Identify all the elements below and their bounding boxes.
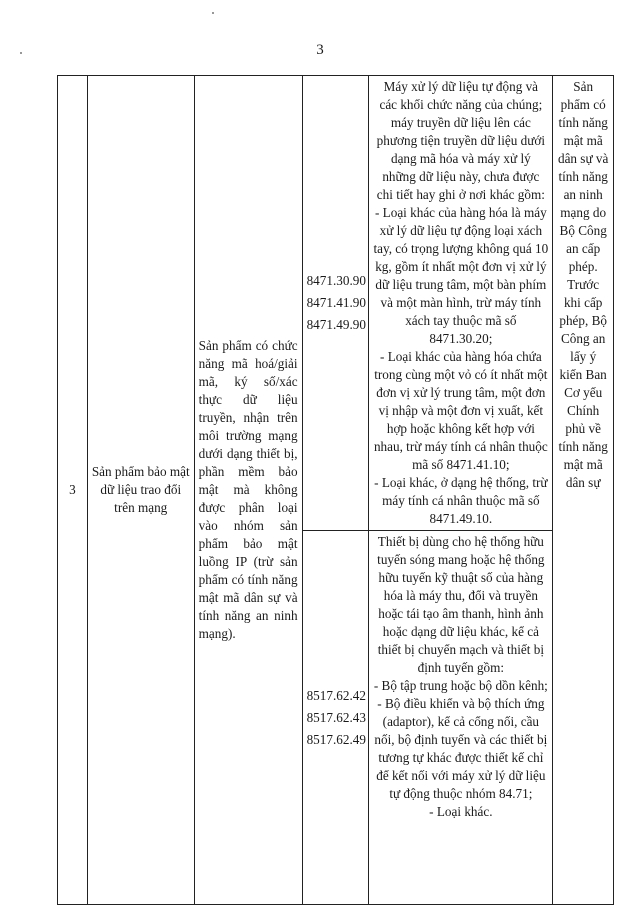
detail-paragraph: - Bộ tập trung hoặc bộ dồn kênh;	[373, 678, 548, 693]
product-name-cell: Sản phẩm bảo mật dữ liệu trao đổi trên mạng	[87, 76, 194, 905]
goods-detail-cell	[369, 76, 553, 531]
detail-paragraph: - Loại khác.	[429, 804, 493, 819]
product-description-cell: Sản phẩm có chức năng mã hoá/giải mã, ký số/xác thực dữ liệu truyền, nhận trên môi trường mạng dưới dạng thiết bị, phần mềm bảo mật mà không được phân loại vào nhóm sản phẩm bảo mật luồng IP (trừ sản phẩm có tính năng mật mã dân sự và tính năng an ninh mạng).	[194, 76, 302, 905]
detail-paragraph: - Loại khác của hàng hóa chứa trong cùng một vỏ có ít nhất một đơn vị xử lý trung tâm, một đơn vị nhập và một đơn vị xuất, kết hợp hoặc không kết hợp với nhau, trừ máy tính cá nhân thuộc mã số 8471.41.10;	[373, 349, 548, 472]
detail-paragraph: - Bộ điều khiển và bộ thích ứng (adaptor), kể cả cổng nối, cầu nối, bộ định tuyến và các thiết bị tương tự khác được thiết kế chỉ để kết nối với máy xử lý dữ liệu tự động thuộc nhóm 84.71;	[374, 696, 548, 801]
product-table	[57, 75, 614, 905]
hs-code: 8471.49.90	[306, 317, 366, 332]
hs-code: 8471.41.90	[306, 295, 366, 310]
hs-code-cell	[302, 76, 369, 531]
hs-code: 8471.30.90	[306, 273, 366, 288]
row-number-cell: 3	[58, 76, 88, 905]
detail-paragraph: Máy xử lý dữ liệu tự động và các khối chức năng của chúng; máy truyền dữ liệu lên các phương tiện truyền dữ liệu dưới dạng mã hóa và máy xử lý những dữ liệu này, chưa được chi tiết hay ghi ở nơi khác gồm:	[376, 79, 546, 202]
hs-code: 8517.62.49	[306, 731, 366, 747]
detail-paragraph: - Loại khác của hàng hóa là máy xử lý dữ liệu tự động loại xách tay, có trọng lượng không quá 10 kg, gồm ít nhất một đơn vị xử lý dữ liệu trung tâm, một bàn phím và một màn hình, trừ máy tính xách tay thuộc mã số 8471.30.20;	[373, 205, 549, 346]
detail-paragraph: Thiết bị dùng cho hệ thống hữu tuyến sóng mang hoặc hệ thống hữu tuyến kỹ thuật số của hàng hóa là máy thu, đổi và truyền hoặc tái tạo âm thanh, hình ảnh hoặc dạng dữ liệu khác, kể cả thiết bị chuyển mạch và thiết bị định tuyến gồm:	[377, 534, 545, 675]
detail-paragraph: - Loại khác, ở dạng hệ thống, trừ máy tính cá nhân thuộc mã số 8471.49.10.	[374, 475, 548, 526]
hs-code-cell	[302, 531, 369, 905]
goods-detail-cell	[369, 531, 553, 905]
table-row	[58, 76, 614, 531]
page-number: 3	[316, 42, 324, 58]
hs-code: 8517.62.43	[306, 709, 366, 725]
license-condition-cell: Sản phẩm có tính năng mật mã dân sự và tính năng an ninh mạng do Bộ Công an cấp phép. Trước khi cấp phép, Bộ Công an lấy ý kiến Ban Cơ yếu Chính phủ về tính năng mật mã dân sự	[553, 76, 614, 905]
hs-code: 8517.62.42	[306, 687, 366, 703]
scan-speck	[212, 12, 214, 14]
